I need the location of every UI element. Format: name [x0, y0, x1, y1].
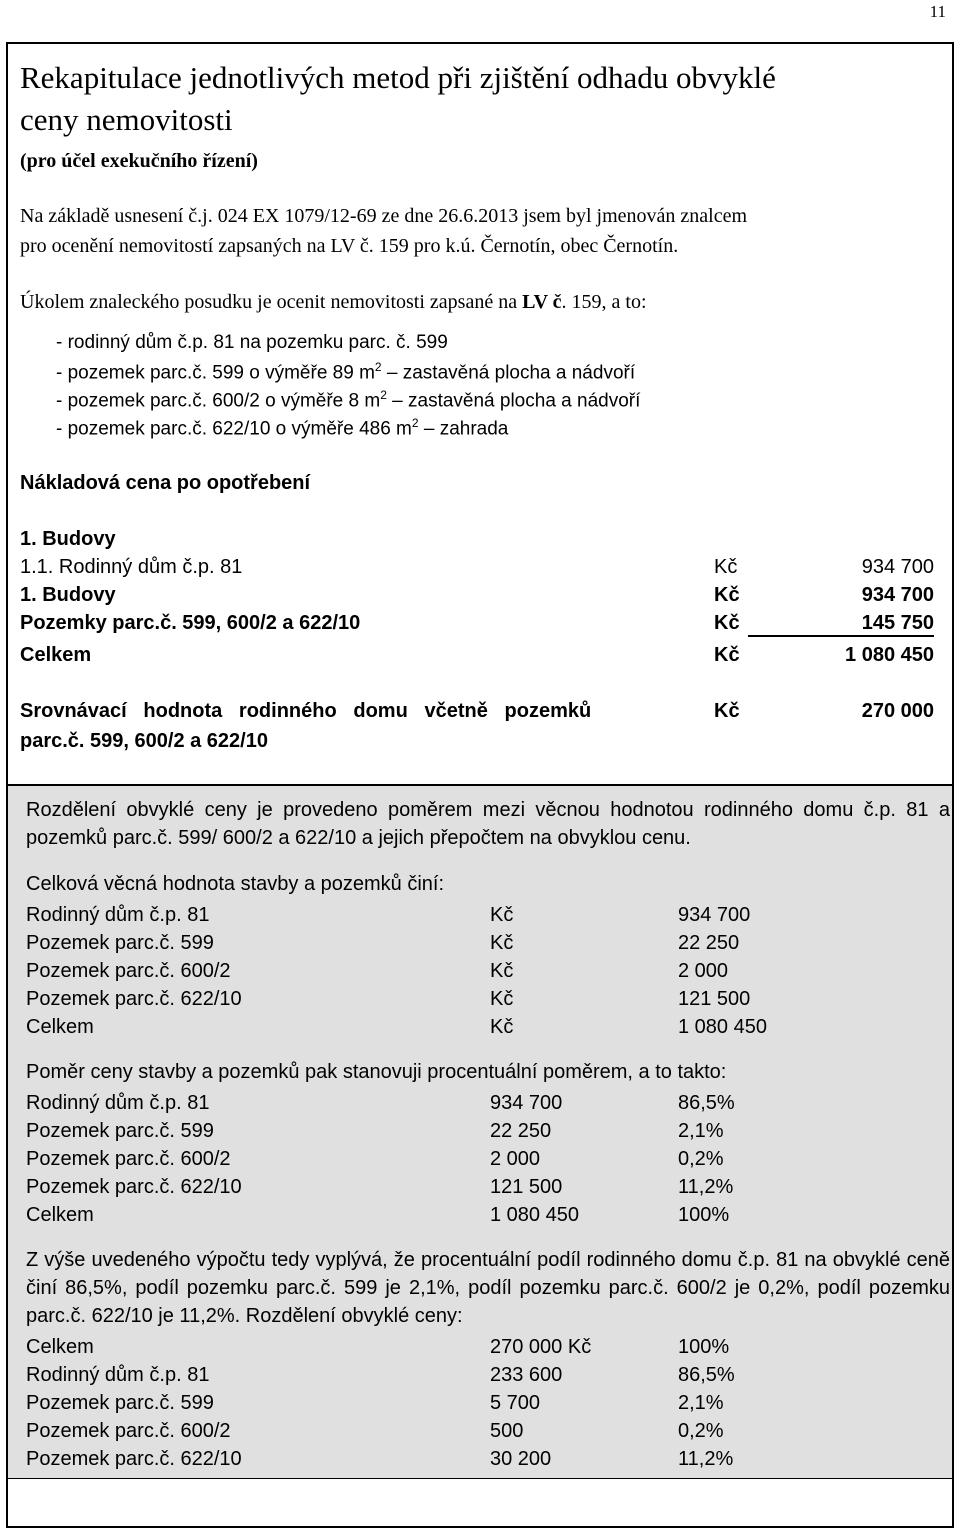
task-prefix: Úkolem znaleckého posudku je ocenit nemovitosti zapsané na	[20, 291, 523, 313]
total-value-heading: Celková věcná hodnota stavby a pozemků činí:	[26, 873, 445, 895]
list-item: - pozemek parc.č. 600/2 o výměře 8 $m^2$ – zastavěná plocha a nádvoří	[56, 388, 641, 412]
task-bold: LV č	[522, 291, 562, 313]
subtitle: (pro účel exekučního řízení)	[20, 150, 258, 172]
comparison-row: Srovnávací hodnota rodinného domu včetně pozemků Kč 270 000	[20, 700, 934, 722]
intro-line-2: pro ocenění nemovitostí zapsaných na LV č. 159 pro k.ú. Černotín, obec Černotín.	[20, 235, 679, 257]
price-division-section: Rozdělení obvyklé ceny je provedeno poměrem mezi věcnou hodnotou rodinného domu č.p. 81 a pozemků parc.č. 599/ 600/2 a 622/10 a jejich přepočtem na obvyklou cenu. Celková věcná hodnota stavby a pozemků činí: Rodinný dům č.p. 81 Kč 934 700 Pozemek parc.č. 599 Kč 22 250 Pozemek parc.č. 600/2 Kč 2 000 Pozemek parc.č. 622/10 Kč 121 500 Celkem Kč 1 080 450 Poměr ceny stavby a pozemků pak stanovuji procentuální poměrem, a to takto: Rodinný dům č.p. 81 934 700 86,5% Pozemek parc.č. 599 22 250 2,1% Pozemek parc.č. 600/2 2 000 0,2% Pozemek parc.č. 622/10 121 500 11,2% Celkem 1 080 450 100% Z výše uvedeného výpočtu tedy vyplývá, že procentuální podíl rodinného domu č.p. 81 na obvyklé ceně činí 86,5%, podíl pozemku parc.č. 599 je 2,1%, podíl pozemku parc.č. 600/2 je 0,2%, podíl pozemku parc.č. 622/10 je 11,2%. Rozdělení obvyklé ceny: Celkem 270 000 Kč 100% Rodinný dům č.p. 81 233 600 86,5% Pozemek parc.č. 599 5 700 2,1% Pozemek parc.č. 600/2 500 0,2% Pozemek parc.č. 622/10 30 200 11,2%	[8, 784, 952, 1479]
cost-heading: Nákladová cena po opotřebení	[20, 472, 311, 494]
comparison-row-continued: parc.č. 599, 600/2 a 622/10	[20, 730, 268, 752]
cost-row: Celkem Kč 1 080 450	[20, 644, 934, 666]
list-item: - rodinný dům č.p. 81 na pozemku parc. č. 599	[56, 332, 448, 353]
intro-line-1: Na základě usnesení č.j. 024 EX 1079/12-69 ze dne 26.6.2013 jsem byl jmenován znalcem	[20, 205, 748, 227]
cost-row: 1. Budovy Kč 934 700	[20, 584, 934, 606]
ratio-heading: Poměr ceny stavby a pozemků pak stanovuji procentuální poměrem, a to takto:	[26, 1061, 727, 1083]
conclusion-text: Z výše uvedeného výpočtu tedy vyplývá, že procentuální podíl rodinného domu č.p. 81 na obvyklé ceně činí 86,5%, podíl pozemku parc.č. 599 je 2,1%, podíl pozemku parc.č. 600/2 je 0,2%, podíl pozemku parc.č. 622/10 je 11,2%. Rozdělení obvyklé ceny:	[26, 1249, 950, 1327]
page-title-line-2: ceny nemovitosti	[20, 102, 233, 137]
buildings-heading: 1. Budovy	[20, 528, 116, 550]
division-text: Rozdělení obvyklé ceny je provedeno poměrem mezi věcnou hodnotou rodinného domu č.p. 81 a pozemků parc.č. 599/ 600/2 a 622/10 a jejich přepočtem na obvyklou cenu.	[26, 799, 950, 849]
list-item: - pozemek parc.č. 599 o výměře 89 $m^2$ – zastavěná plocha a nádvoří	[56, 360, 636, 384]
list-item: - pozemek parc.č. 622/10 o výměře 486 $m^2$ – zahrada	[56, 416, 509, 440]
page-number: 11	[929, 2, 946, 21]
task-suffix: . 159, a to:	[561, 291, 647, 313]
task-statement	[20, 288, 647, 316]
cost-row: Pozemky parc.č. 599, 600/2 a 622/10 Kč 145 750	[20, 612, 934, 640]
page-title-line-1: Rekapitulace jednotlivých metod při zjištění odhadu obvyklé	[20, 60, 776, 95]
cost-row: 1.1. Rodinný dům č.p. 81 Kč 934 700	[20, 556, 934, 578]
